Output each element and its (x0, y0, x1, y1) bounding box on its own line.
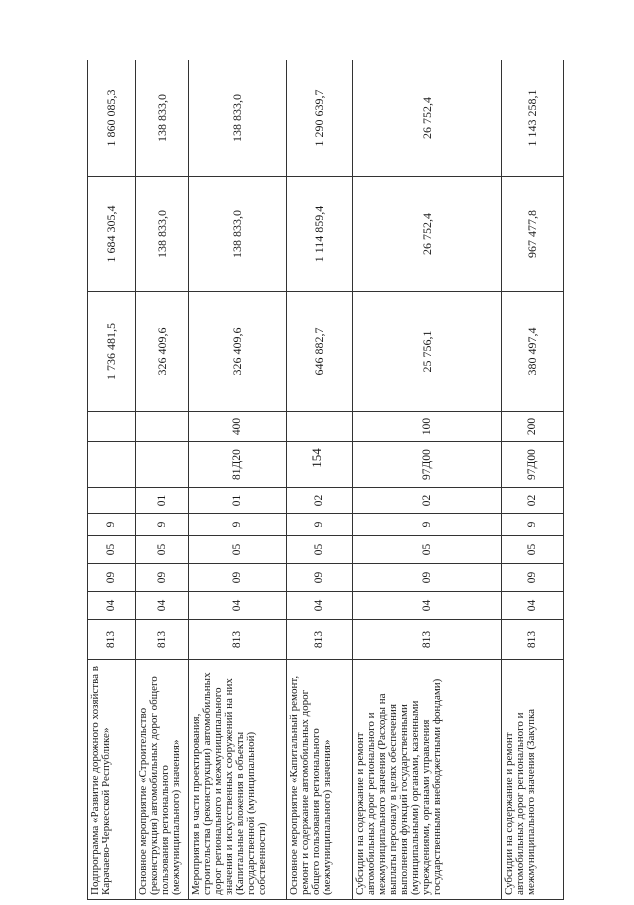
cell-csr4 (136, 442, 188, 488)
cell-csr3: 02 (502, 488, 564, 514)
table-container (87, 60, 564, 900)
cell-gr: 813 (136, 620, 188, 660)
cell-pr: 09 (136, 564, 188, 592)
cell-csr4: 97Д00 (502, 442, 564, 488)
cell-csr4 (286, 442, 353, 488)
cell-csr4 (88, 442, 136, 488)
cell-rz: 04 (286, 592, 353, 620)
cell-sum1: 326 409,6 (188, 292, 286, 412)
table-row (188, 60, 286, 900)
cell-vr: 100 (353, 412, 502, 442)
cell-sum1: 326 409,6 (136, 292, 188, 412)
cell-sum2: 967 477,8 (502, 177, 564, 292)
cell-sum3: 26 752,4 (353, 60, 502, 177)
cell-csr2: 9 (286, 514, 353, 536)
budget-table (87, 60, 564, 900)
cell-sum2: 26 752,4 (353, 177, 502, 292)
cell-sum2: 1 114 859,4 (286, 177, 353, 292)
cell-csr3: 01 (188, 488, 286, 514)
cell-pr: 09 (353, 564, 502, 592)
cell-csr1: 05 (88, 536, 136, 564)
cell-vr (136, 412, 188, 442)
table-row (286, 60, 353, 900)
cell-csr2: 9 (136, 514, 188, 536)
cell-sum1: 646 882,7 (286, 292, 353, 412)
cell-sum2: 1 684 305,4 (88, 177, 136, 292)
row-name: Подпрограмма «Развитие дорожного хозяйства в Карачаево-Черкесской Республике» (88, 660, 136, 900)
cell-pr: 09 (188, 564, 286, 592)
cell-csr4: 97Д00 (353, 442, 502, 488)
cell-pr: 09 (88, 564, 136, 592)
cell-gr: 813 (88, 620, 136, 660)
cell-rz: 04 (502, 592, 564, 620)
cell-sum3: 138 833,0 (136, 60, 188, 177)
row-name: Субсидии на содержание и ремонт автомобильных дорог регионального и межмуниципального значения (Расходы на выплаты персоналу в целях обеспечения выполнения функций государственными (муниципальными) органами, казенными учреждениями, органами управления государственными внебюджетными фондами) (353, 660, 502, 900)
cell-csr1: 05 (286, 536, 353, 564)
cell-gr: 813 (286, 620, 353, 660)
cell-csr2: 9 (502, 514, 564, 536)
cell-vr: 200 (502, 412, 564, 442)
cell-csr3: 01 (136, 488, 188, 514)
cell-sum3: 1 143 258,1 (502, 60, 564, 177)
cell-sum3: 138 833,0 (188, 60, 286, 177)
cell-sum1: 25 756,1 (353, 292, 502, 412)
cell-sum3: 1 290 639,7 (286, 60, 353, 177)
cell-vr (88, 412, 136, 442)
cell-csr2: 9 (188, 514, 286, 536)
cell-sum2: 138 833,0 (188, 177, 286, 292)
cell-csr3: 02 (286, 488, 353, 514)
cell-csr1: 05 (136, 536, 188, 564)
cell-csr2: 9 (88, 514, 136, 536)
cell-csr1: 05 (188, 536, 286, 564)
page-number: 154 (309, 448, 324, 468)
cell-csr1: 05 (502, 536, 564, 564)
cell-vr: 400 (188, 412, 286, 442)
row-name: Основное мероприятие «Капитальный ремонт, ремонт и содержание автомобильных дорог общего пользования регионального (межмуниципального) значения» (286, 660, 353, 900)
table-row (136, 60, 188, 900)
table-row (88, 60, 136, 900)
cell-sum1: 380 497,4 (502, 292, 564, 412)
row-name: Основное мероприятие «Строительство (реконструкция) автомобильных дорог общего пользования регионального (межмуниципального) значения» (136, 660, 188, 900)
row-name: Субсидии на содержание и ремонт автомобильных дорог регионального и межмуниципального значения (Закупка (502, 660, 564, 900)
cell-rz: 04 (188, 592, 286, 620)
cell-rz: 04 (88, 592, 136, 620)
cell-csr3: 02 (353, 488, 502, 514)
cell-rz: 04 (353, 592, 502, 620)
cell-gr: 813 (502, 620, 564, 660)
table-row (353, 60, 502, 900)
cell-csr3 (88, 488, 136, 514)
cell-vr (286, 412, 353, 442)
row-name: Мероприятия в части проектирования, строительства (реконструкции) автомобильных дорог регионального и межмуниципального значения и искусственных сооружений на них (Капитальные вложения в объекты государственной (муниципальной) собственности) (188, 660, 286, 900)
cell-gr: 813 (188, 620, 286, 660)
cell-sum3: 1 860 085,3 (88, 60, 136, 177)
table-row (502, 60, 564, 900)
cell-rz: 04 (136, 592, 188, 620)
cell-pr: 09 (502, 564, 564, 592)
cell-csr4: 81Д20 (188, 442, 286, 488)
cell-csr1: 05 (353, 536, 502, 564)
cell-sum1: 1 736 481,5 (88, 292, 136, 412)
cell-pr: 09 (286, 564, 353, 592)
cell-csr2: 9 (353, 514, 502, 536)
cell-sum2: 138 833,0 (136, 177, 188, 292)
cell-gr: 813 (353, 620, 502, 660)
